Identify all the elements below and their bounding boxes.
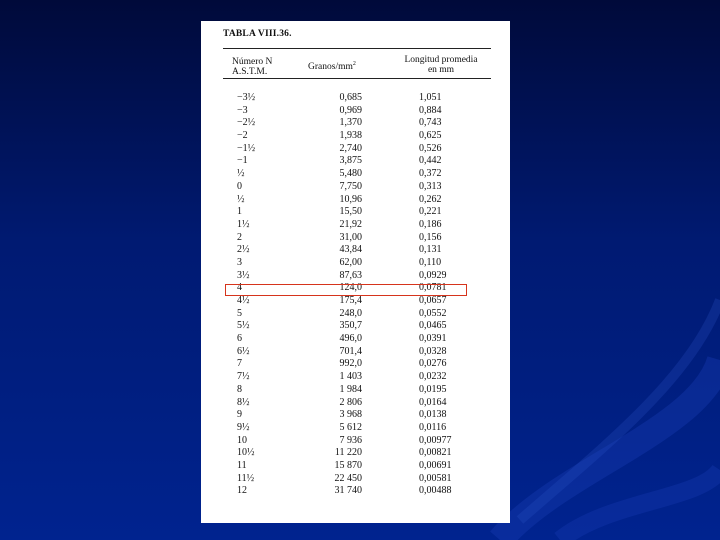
granos-cell: 22 450 bbox=[334, 472, 362, 484]
astm-number-cell: −1 bbox=[237, 155, 248, 167]
astm-number-cell: 7½ bbox=[237, 371, 250, 383]
longitud-cell: 0,442 bbox=[419, 155, 442, 167]
longitud-cell: 0,526 bbox=[419, 142, 442, 154]
header-astm-line1: Número N bbox=[232, 57, 273, 67]
scanned-table-page bbox=[201, 21, 510, 523]
astm-number-cell: 6½ bbox=[237, 345, 250, 357]
table-row bbox=[201, 206, 510, 219]
longitud-cell: 0,0328 bbox=[419, 345, 447, 357]
granos-cell: 62,00 bbox=[339, 256, 362, 268]
astm-number-cell: 1½ bbox=[237, 218, 250, 230]
longitud-cell: 0,00488 bbox=[419, 485, 452, 497]
header-granos bbox=[308, 59, 356, 72]
granos-cell: 43,84 bbox=[339, 244, 362, 256]
table-row bbox=[201, 409, 510, 422]
astm-number-cell: 5 bbox=[237, 307, 242, 319]
granos-cell: 350,7 bbox=[339, 320, 362, 332]
highlight-box bbox=[225, 284, 467, 296]
astm-number-cell: ½ bbox=[237, 193, 245, 205]
table-title: TABLA VIII.36. bbox=[223, 29, 292, 39]
longitud-cell: 0,00581 bbox=[419, 472, 452, 484]
table-row bbox=[201, 168, 510, 181]
longitud-cell: 0,0116 bbox=[419, 421, 447, 433]
granos-cell: 992,0 bbox=[339, 358, 362, 370]
granos-cell: 248,0 bbox=[339, 307, 362, 319]
longitud-cell: 0,0552 bbox=[419, 307, 447, 319]
table-row bbox=[201, 181, 510, 194]
table-row bbox=[201, 143, 510, 156]
longitud-cell: 0,625 bbox=[419, 130, 442, 142]
longitud-cell: 0,110 bbox=[419, 256, 442, 268]
longitud-cell: 0,00691 bbox=[419, 459, 452, 471]
table-row bbox=[201, 346, 510, 359]
longitud-cell: 0,0232 bbox=[419, 371, 447, 383]
granos-cell: 1,370 bbox=[339, 117, 362, 129]
header-astm bbox=[232, 57, 272, 77]
longitud-cell: 0,0164 bbox=[419, 396, 447, 408]
granos-cell: 15 870 bbox=[334, 459, 362, 471]
astm-number-cell: 2½ bbox=[237, 244, 250, 256]
header-granos-superscript: 2 bbox=[352, 61, 356, 67]
table-row bbox=[201, 155, 510, 168]
astm-number-cell: 9 bbox=[237, 409, 242, 421]
table-row bbox=[201, 232, 510, 245]
table-row bbox=[201, 270, 510, 283]
table-row bbox=[201, 333, 510, 346]
astm-number-cell: 0 bbox=[237, 180, 242, 192]
granos-cell: 5 612 bbox=[339, 421, 362, 433]
longitud-cell: 0,884 bbox=[419, 104, 442, 116]
longitud-cell: 0,131 bbox=[419, 244, 442, 256]
longitud-cell: 0,262 bbox=[419, 193, 442, 205]
granos-cell: 175,4 bbox=[339, 295, 362, 306]
table-row bbox=[201, 194, 510, 207]
table-row bbox=[201, 130, 510, 143]
astm-number-cell: 7 bbox=[237, 358, 242, 370]
table-row bbox=[201, 295, 510, 308]
longitud-cell: 0,00977 bbox=[419, 434, 452, 446]
header-granos-label: Granos/mm bbox=[308, 62, 353, 73]
longitud-cell: 0,0138 bbox=[419, 409, 447, 421]
astm-number-cell: 4 bbox=[237, 282, 242, 294]
table-row bbox=[201, 308, 510, 321]
astm-number-cell: 4½ bbox=[237, 295, 250, 306]
granos-cell: 3 968 bbox=[339, 409, 362, 421]
astm-number-cell: −3 bbox=[237, 104, 248, 116]
table-row bbox=[201, 117, 510, 130]
granos-cell: 87,63 bbox=[339, 269, 362, 281]
astm-number-cell: 2 bbox=[237, 231, 242, 243]
granos-cell: 701,4 bbox=[339, 345, 362, 357]
table-row bbox=[201, 257, 510, 270]
longitud-cell: 0,743 bbox=[419, 117, 442, 129]
granos-cell: 2 806 bbox=[339, 396, 362, 408]
longitud-cell: 0,0781 bbox=[419, 282, 447, 294]
granos-cell: 2,740 bbox=[339, 142, 362, 154]
longitud-cell: 0,0195 bbox=[419, 383, 447, 395]
astm-number-cell: 8 bbox=[237, 383, 242, 395]
granos-cell: 1 984 bbox=[339, 383, 362, 395]
granos-cell: 7 936 bbox=[339, 434, 362, 446]
granos-cell: 0,685 bbox=[339, 92, 362, 103]
astm-number-cell: 11 bbox=[237, 459, 247, 471]
longitud-cell: 0,313 bbox=[419, 180, 442, 192]
granos-cell: 3,875 bbox=[339, 155, 362, 167]
astm-number-cell: 9½ bbox=[237, 421, 250, 433]
astm-number-cell: 10 bbox=[237, 434, 247, 446]
table-row bbox=[201, 485, 510, 498]
table-row bbox=[201, 384, 510, 397]
astm-number-cell: −3½ bbox=[237, 92, 256, 103]
table-row bbox=[201, 219, 510, 232]
longitud-cell: 0,0657 bbox=[419, 295, 447, 306]
header-rule bbox=[223, 78, 491, 79]
table-row bbox=[201, 371, 510, 384]
astm-number-cell: 1 bbox=[237, 206, 242, 218]
longitud-cell: 0,186 bbox=[419, 218, 442, 230]
longitud-cell: 1,051 bbox=[419, 92, 442, 103]
granos-cell: 0,969 bbox=[339, 104, 362, 116]
granos-cell: 15,50 bbox=[339, 206, 362, 218]
longitud-cell: 0,0929 bbox=[419, 269, 447, 281]
astm-number-cell: ½ bbox=[237, 168, 245, 180]
granos-cell: 21,92 bbox=[339, 218, 362, 230]
astm-number-cell: 12 bbox=[237, 485, 247, 497]
longitud-cell: 0,0276 bbox=[419, 358, 447, 370]
astm-number-cell: 3½ bbox=[237, 269, 250, 281]
astm-number-cell: 10½ bbox=[237, 447, 255, 459]
longitud-cell: 0,0465 bbox=[419, 320, 447, 332]
longitud-cell: 0,0391 bbox=[419, 333, 447, 345]
header-longitud-line1: Longitud promedia bbox=[404, 55, 478, 65]
table-row bbox=[201, 435, 510, 448]
astm-number-cell: 5½ bbox=[237, 320, 250, 332]
top-rule bbox=[223, 48, 491, 49]
granos-cell: 496,0 bbox=[339, 333, 362, 345]
table-row bbox=[201, 358, 510, 371]
table-row bbox=[201, 92, 510, 105]
granos-cell: 1 403 bbox=[339, 371, 362, 383]
astm-number-cell: 6 bbox=[237, 333, 242, 345]
granos-cell: 10,96 bbox=[339, 193, 362, 205]
granos-cell: 1,938 bbox=[339, 130, 362, 142]
header-astm-line2: A.S.T.M. bbox=[232, 67, 268, 77]
table-row bbox=[201, 105, 510, 118]
table-row bbox=[201, 422, 510, 435]
astm-number-cell: −2½ bbox=[237, 117, 256, 129]
table-row bbox=[201, 244, 510, 257]
granos-cell: 5,480 bbox=[339, 168, 362, 180]
longitud-cell: 0,156 bbox=[419, 231, 442, 243]
granos-cell: 124,0 bbox=[339, 282, 362, 294]
longitud-cell: 0,372 bbox=[419, 168, 442, 180]
granos-cell: 7,750 bbox=[339, 180, 362, 192]
table-row bbox=[201, 320, 510, 333]
astm-number-cell: 3 bbox=[237, 256, 242, 268]
longitud-cell: 0,221 bbox=[419, 206, 442, 218]
astm-number-cell: 8½ bbox=[237, 396, 250, 408]
astm-number-cell: 11½ bbox=[237, 472, 255, 484]
table-row bbox=[201, 447, 510, 460]
granos-cell: 31,00 bbox=[339, 231, 362, 243]
header-longitud-line2: en mm bbox=[427, 65, 455, 75]
longitud-cell: 0,00821 bbox=[419, 447, 452, 459]
table-row bbox=[201, 473, 510, 486]
astm-number-cell: −1½ bbox=[237, 142, 256, 154]
astm-number-cell: −2 bbox=[237, 130, 248, 142]
header-longitud bbox=[395, 55, 487, 75]
granos-cell: 31 740 bbox=[334, 485, 362, 497]
table-row bbox=[201, 460, 510, 473]
table-row bbox=[201, 397, 510, 410]
granos-cell: 11 220 bbox=[334, 447, 362, 459]
